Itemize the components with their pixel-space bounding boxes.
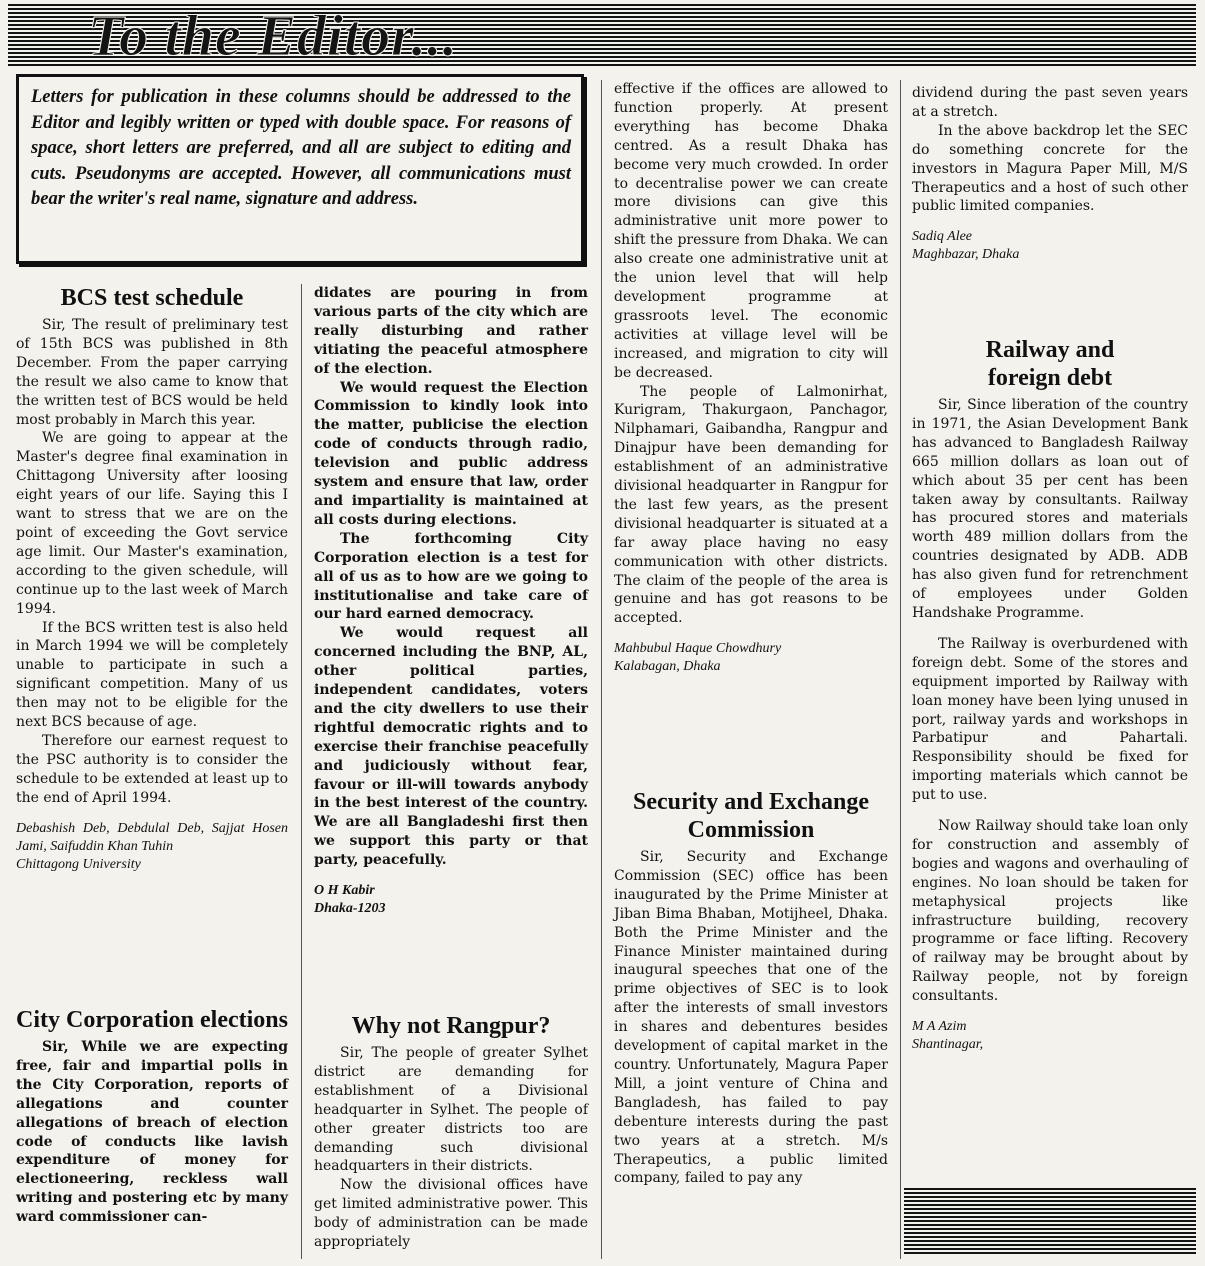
city-paragraph-1-continued: didates are pouring in from various parts of the city which are really disturbing and rather vitiating the peaceful atmosphere of the election. xyxy=(314,285,588,377)
sec-signature-place: Maghbazar, Dhaka xyxy=(912,247,1020,263)
column-divider-2 xyxy=(601,80,602,1259)
city-paragraph-4: We would request all concerned including the BNP, AL, other political parties, independent candidates, voters and the city dwellers to use their rightful democratic rights and to exercise their franchise peacefully and judiciously without fear, favour or ill-will towards anybody in the best interest of the country. We are all Bangladeshi first then we support this party or that party, peacefully. xyxy=(314,625,588,869)
railway-paragraph-3: Now Railway should take loan only for construction and assembly of bogies and wagons and overhauling of engines. No loan should be taken for metaphysical projects like infrastructure building, recovery programme or face lifting. Recovery of railway may be brought about by Railway people, not by foreign consultants. xyxy=(912,818,1188,1005)
city-paragraph-3: The forthcoming City Corporation election is a test for all of us as to how are we going to institutionalise and take care of our hard earned democracy. xyxy=(314,530,588,623)
headline-why-not-rangpur: Why not Rangpur? xyxy=(351,1013,551,1039)
column-3 xyxy=(614,80,888,676)
bcs-paragraph-2: We are going to appear at the Master's degree final examination in Chittagong University after loosing eight years of our life. Saying this I want to stress that we are on the point of exceeding the Govt service age limit. Our Master's examination, according to the given schedule, will continue up to the last week of March 1994. xyxy=(16,430,288,617)
column-divider-1 xyxy=(301,284,302,1259)
city-paragraph-2: We would request the Election Commission to kindly look into the matter, publicise the election code of conducts through radio, television and public address system and ensure that law, order and impartiality is maintained at all costs during elections. xyxy=(314,379,588,528)
bcs-paragraph-3: If the BCS written test is also held in March 1994 we will be completely unable to participate in such a significant competition. Many of us then may not to be eligible for the next BCS because of age. xyxy=(16,619,288,731)
railway-paragraph-1: Sir, Since liberation of the country in 1971, the Asian Development Bank has advanced to Bangladesh Railway 665 million dollars as loan out of which about 35 per cent has been taken away by consultants. Railway has procured stores and materials worth 489 million dollars from the countries designated by ADB. ADB has also given fund for retrenchment of employees under Golden Handshake Programme. xyxy=(912,397,1188,621)
headline-city-corporation: City Corporation elections xyxy=(16,1007,288,1033)
railway-paragraph-2: The Railway is overburdened with foreign debt. Some of the stores and equipment imported by Railway with loan money have been lying unused in port, railway yards and workshops in Parbatipur and Pahartali. Responsibility should be fixed for importing materials which cannot be put to use. xyxy=(912,635,1188,804)
footer-rule-block xyxy=(904,1188,1196,1254)
editor-notice-text: Letters for publication in these columns should be addressed to the Editor and legibly written or typed with double space. For reasons of space, short letters are preferred, and all are subject to editing and cuts. Pseudonyms are accepted. However, all communications must bear the writer's real name, signature and address. xyxy=(31,87,571,209)
column-1 xyxy=(16,284,288,874)
column-4-lower xyxy=(912,336,1188,1054)
sec-paragraph-1-continued: dividend during the past seven years at a stretch. xyxy=(912,85,1188,120)
editor-notice-box xyxy=(16,74,584,264)
column-4 xyxy=(912,84,1188,264)
railway-signature-place: Shantinagar, xyxy=(912,1037,984,1053)
column-2-lower xyxy=(314,1012,588,1252)
sec-paragraph-1: Sir, Security and Exchange Commission (SEC) office has been inaugurated by the Prime Minister at Jiban Bima Bhaban, Motijheel, Dhaka. Both the Prime Minister and the Finance Minister maintained during inaugural speeches that one of the prime objectives of SEC is to look after the interests of small investors in shares and debentures besides development of capital market in the country. Unfortunately, Magura Paper Mill, a joint venture of China and Bangladesh, has failed to pay debenture interests during the past two years at a stretch. M/s Therapeutics, a public limited company, failed to pay any xyxy=(614,849,888,1187)
sec-signature-name: Sadiq Alee xyxy=(912,229,973,245)
rangpur-paragraph-1: Sir, The people of greater Sylhet district are demanding for establishment of a Divisional headquarter in Sylhet. The people of other greater districts too are demanding such divisional headquarters in their districts. xyxy=(314,1045,588,1175)
city-signature-name: O H Kabir xyxy=(314,883,375,899)
column-divider-3 xyxy=(900,80,901,1259)
city-paragraph-1: Sir, While we are expecting free, fair and impartial polls in the City Corporation, reports of allegations and counter allegations of breach of election code of conducts like lavish expenditure of money for electioneering, reckless wall writing and postering etc by many ward commissioner can- xyxy=(16,1039,288,1226)
headline-security-exchange: Security and Exchange Commission xyxy=(632,789,869,843)
bcs-signature-names: Debashish Deb, Debdulal Deb, Sajjat Hosen Jami, Saifuddin Khan Tuhin xyxy=(16,820,288,854)
bcs-paragraph-1: Sir, The result of preliminary test of 15th BCS was published in 8th December. From the paper carrying the result we also came to know that the written test of BCS would be held most probably in March this year. xyxy=(16,317,288,428)
column-2 xyxy=(314,284,588,918)
city-signature-place: Dhaka-1203 xyxy=(314,901,386,917)
rangpur-signature-name: Mahbubul Haque Chowdhury xyxy=(614,641,782,657)
bcs-paragraph-4: Therefore our earnest request to the PSC authority is to consider the schedule to be extended at least up to the end of April 1994. xyxy=(16,732,288,806)
column-3-lower xyxy=(614,788,888,1188)
section-title: To the Editor... xyxy=(88,3,459,68)
rangpur-paragraph-2-continued: effective if the offices are allowed to function properly. At present everything has become Dhaka centred. As a result Dhaka has become very much crowded. In order to decentralise power we can create more divisions can give this administrative unit more power to shift the pressure from Dhaka. We can also create one administrative unit at the union level that will help development programme at grassroots level. The economic activities at village level will be increased, and migration to city will be decreased. xyxy=(614,81,888,381)
masthead-banner xyxy=(8,4,1196,68)
column-1-lower xyxy=(16,1006,288,1227)
headline-bcs: BCS test schedule xyxy=(60,285,244,311)
rangpur-paragraph-2: Now the divisional offices have get limited administrative power. This body of administration can be made appropriately xyxy=(314,1177,588,1251)
rangpur-paragraph-3: The people of Lalmonirhat, Kurigram, Thakurgaon, Panchagor, Nilphamari, Gaibandha, Rangpur and Dinajpur have been demanding for establishment of an administrative divisional headquarter in Rangpur for the last few years, as the present divisional headquarter is situated at a far away place having no easy communication with other districts. The claim of the people of the area is genuine and has got reasons to be accepted. xyxy=(614,383,888,627)
rangpur-signature-place: Kalabagan, Dhaka xyxy=(614,659,721,675)
headline-railway: Railway and foreign debt xyxy=(985,337,1115,391)
bcs-signature-place: Chittagong University xyxy=(16,856,141,872)
railway-signature-name: M A Azim xyxy=(912,1019,967,1035)
sec-paragraph-2: In the above backdrop let the SEC do something concrete for the investors in Magura Paper Mill, M/S Therapeutics and a host of such other public limited companies. xyxy=(912,122,1188,215)
